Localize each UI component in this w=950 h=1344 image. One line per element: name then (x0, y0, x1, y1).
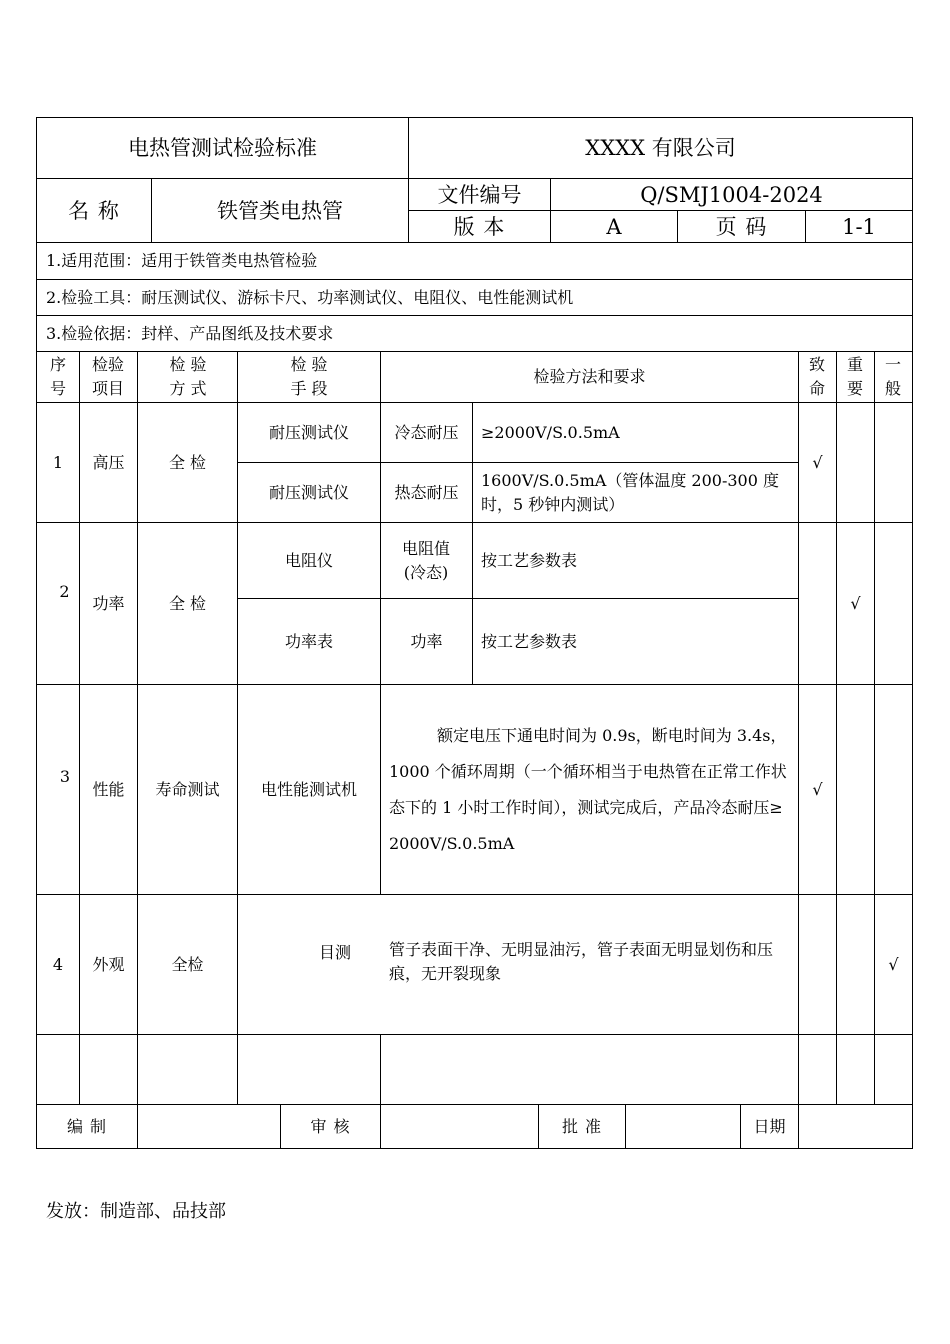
docno-value: Q/SMJ1004-2024 (640, 182, 823, 207)
r2-seq: 2 (59, 581, 70, 601)
r2-means-a: 电阻仪 (284, 550, 333, 570)
company-name: XXXX 有限公司 (585, 136, 736, 160)
r1-fatal-check: √ (812, 452, 823, 472)
page-value: 1-1 (842, 214, 876, 239)
r1-item: 高压 (92, 452, 125, 472)
r4-minor-check: √ (888, 954, 899, 974)
review-label: 审 核 (310, 1116, 351, 1136)
scope-line: 1.适用范围：适用于铁管类电热管检验 (46, 251, 318, 270)
r2-major-check: √ (850, 593, 861, 613)
version-label: 版 本 (453, 214, 506, 239)
compile-label: 编 制 (66, 1116, 108, 1136)
version-value: A (606, 214, 622, 239)
r4-means: 目测 (318, 942, 351, 962)
document-title: 电热管测试检验标准 (128, 136, 317, 160)
r2-means-b: 功率表 (284, 631, 333, 651)
r1-req-b: 1600V/S.0.5mA（管体温度 200-300 度时，5 秒钟内测试） (481, 470, 779, 514)
page-label: 页 码 (715, 214, 768, 239)
r3-item: 性能 (92, 779, 125, 799)
r1-mode: 全 检 (168, 452, 207, 472)
docno-label: 文件编号 (437, 182, 522, 207)
r4-req: 管子表面干净、无明显油污，管子表面无明显划伤和压痕，无开裂现象 (389, 940, 774, 983)
name-label: 名 称 (68, 198, 120, 223)
date-label: 日期 (753, 1116, 786, 1136)
r2-mode: 全 检 (168, 593, 207, 613)
r1-means-b: 耐压测试仪 (268, 482, 349, 502)
r4-item: 外观 (92, 954, 125, 974)
r1-seq: 1 (52, 452, 64, 472)
r1-req-a: ≥2000V/S.0.5mA (481, 422, 620, 442)
r4-seq: 4 (52, 954, 64, 974)
col-major: 重要 (846, 355, 863, 398)
r3-means: 电性能测试机 (260, 779, 357, 799)
col-fatal: 致命 (808, 355, 825, 398)
r3-req: 额定电压下通电时间为 0.9s，断电时间为 3.4s，1000 个循环周期（一个循环相当于电热管在正常工作状态下的 1 小时工作时间），测试完成后，产品冷态耐压≥2000V/S.0.5mA (389, 725, 787, 853)
r1-sub-a: 冷态耐压 (394, 422, 459, 442)
r1-means-a: 耐压测试仪 (268, 422, 349, 442)
name-value: 铁管类电热管 (217, 198, 343, 223)
col-method: 检验方法和要求 (533, 367, 646, 386)
col-item: 检验项目 (91, 355, 124, 398)
r3-seq: 3 (59, 767, 71, 786)
distribution-note: 发放：制造部、品技部 (46, 1201, 226, 1222)
r2-req-b: 按工艺参数表 (481, 631, 578, 651)
r4-mode: 全检 (171, 954, 204, 974)
r1-sub-b: 热态耐压 (394, 482, 459, 502)
tools-line: 2.检验工具：耐压测试仪、游标卡尺、功率测试仪、电阻仪、电性能测试机 (46, 287, 574, 307)
r2-sub-a: 电阻值 (冷态) (401, 538, 450, 582)
col-mode: 检 验 方 式 (169, 355, 207, 398)
col-seq: 序号 (49, 355, 66, 398)
col-minor: 一般 (884, 355, 901, 398)
r3-fatal-check: √ (812, 779, 823, 799)
r2-item: 功率 (92, 593, 125, 613)
r2-req-a: 按工艺参数表 (481, 550, 578, 570)
basis-line: 3.检验依据：封样、产品图纸及技术要求 (46, 323, 334, 343)
r2-sub-b: 功率 (410, 631, 443, 651)
r3-mode: 寿命测试 (155, 779, 220, 799)
approve-label: 批 准 (561, 1116, 603, 1136)
col-means: 检 验 手 段 (290, 355, 328, 398)
